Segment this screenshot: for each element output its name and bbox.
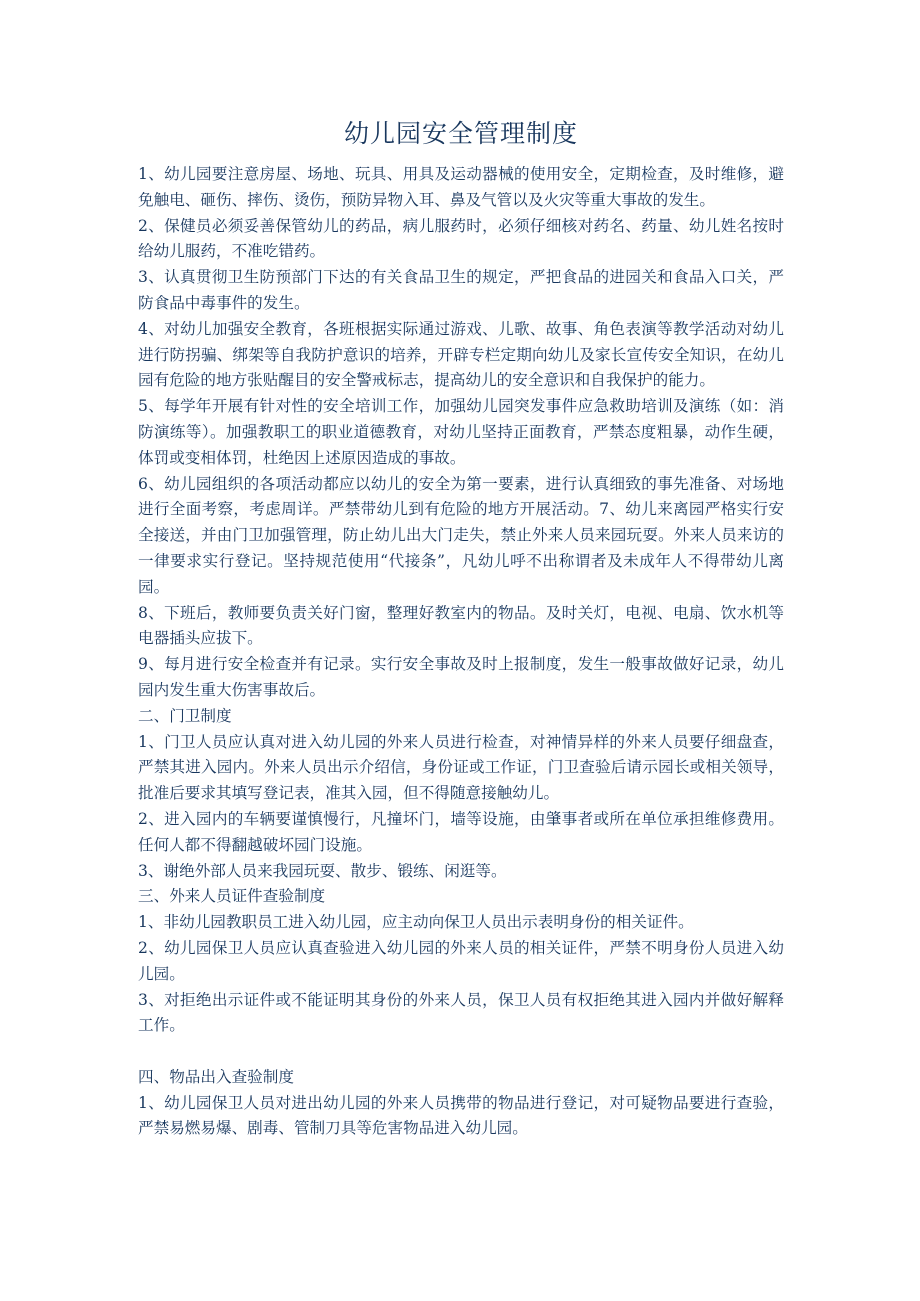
rule-paragraph-1: 1、幼儿园要注意房屋、场地、玩具、用具及运动器械的使用安全，定期检查，及时维修，避免触电、砸伤、摔伤、烫伤，预防异物入耳、鼻及气管以及火灾等重大事故的发生。 xyxy=(138,165,784,209)
rule-paragraph-4: 4、对幼儿加强安全教育，各班根据实际通过游戏、儿歌、故事、角色表演等教学活动对幼儿进行防拐骗、绑架等自我防护意识的培养，开辟专栏定期向幼儿及家长宣传安全知识，在幼儿园有危险的地方张贴醒目的安全警戒标志，提高幼儿的安全意识和自我保护的能力。 xyxy=(138,319,784,390)
document-title: 幼儿园安全管理制度 xyxy=(343,119,578,148)
gatekeeper-item-2: 2、进入园内的车辆要谨慎慢行，凡撞坏门，墙等设施，由肇事者或所在单位承担维修费用。任何人都不得翻越破坏园门设施。 xyxy=(138,809,784,854)
gatekeeper-item-1: 1、门卫人员应认真对进入幼儿园的外来人员进行检查，对神情异样的外来人员要仔细盘查，严禁其进入园内。外来人员出示介绍信，身份证或工作证，门卫查验后请示园长或相关领导，批准后要求其填写登记表，准其入园，但不得随意接触幼儿。 xyxy=(138,732,784,803)
visitor-id-item-2: 2、幼儿园保卫人员应认真查验进入幼儿园的外来人员的相关证件，严禁不明身份人员进入幼儿园。 xyxy=(138,938,784,983)
rule-paragraph-8: 8、下班后，教师要负责关好门窗，整理好教室内的物品。及时关灯，电视、电扇、饮水机等电器插头应拔下。 xyxy=(138,603,784,648)
document-page xyxy=(138,112,784,1142)
rule-paragraph-3: 3、认真贯彻卫生防预部门下达的有关食品卫生的规定，严把食品的进园关和食品入口关，严防食品中毒事件的发生。 xyxy=(138,268,784,312)
rule-paragraph-5: 5、每学年开展有针对性的安全培训工作，加强幼儿园突发事件应急救助培训及演练（如：消防演练等）。加强教职工的职业道德教育，对幼儿坚持正面教育，严禁态度粗暴，动作生硬，体罚或变相体罚，杜绝因上述原因造成的事故。 xyxy=(138,397,784,467)
rule-paragraph-6: 6、幼儿园组织的各项活动都应以幼儿的安全为第一要素，进行认真细致的事先准备、对场地进行全面考察，考虑周详。严禁带幼儿到有危险的地方开展活动。7、幼儿来离园严格实行安全接送，并由门卫加强管理，防止幼儿出大门走失，禁止外来人员来园玩耍。外来人员来访的一律要求实行登记。坚持规范使用“代接条”，凡幼儿呼不出称谓者及未成年人不得带幼儿离园。 xyxy=(138,474,784,596)
section-heading-visitor-id: 三、外来人员证件查验制度 xyxy=(138,887,326,906)
rule-paragraph-2: 2、保健员必须妥善保管幼儿的药品，病儿服药时，必须仔细核对药名、药量、幼儿姓名按时给幼儿服药，不准吃错药。 xyxy=(138,216,784,261)
section-heading-item-check: 四、物品出入查验制度 xyxy=(138,1067,294,1086)
blank-line xyxy=(138,1039,784,1065)
item-check-item-1: 1、幼儿园保卫人员对进出幼儿园的外来人员携带的物品进行登记，对可疑物品要进行查验，严禁易燃易爆、剧毒、管制刀具等危害物品进入幼儿园。 xyxy=(138,1093,784,1138)
section-heading-gatekeeper: 二、门卫制度 xyxy=(138,706,232,725)
rule-paragraph-9: 9、每月进行安全检查并有记录。实行安全事故及时上报制度，发生一般事故做好记录，幼儿园内发生重大伤害事故后。 xyxy=(138,655,784,699)
visitor-id-item-1: 1、非幼儿园教职员工进入幼儿园，应主动向保卫人员出示表明身份的相关证件。 xyxy=(138,913,694,932)
visitor-id-item-3: 3、对拒绝出示证件或不能证明其身份的外来人员，保卫人员有权拒绝其进入园内并做好解释工作。 xyxy=(138,990,784,1035)
gatekeeper-item-3: 3、谢绝外部人员来我园玩耍、散步、锻练、闲逛等。 xyxy=(138,861,507,880)
